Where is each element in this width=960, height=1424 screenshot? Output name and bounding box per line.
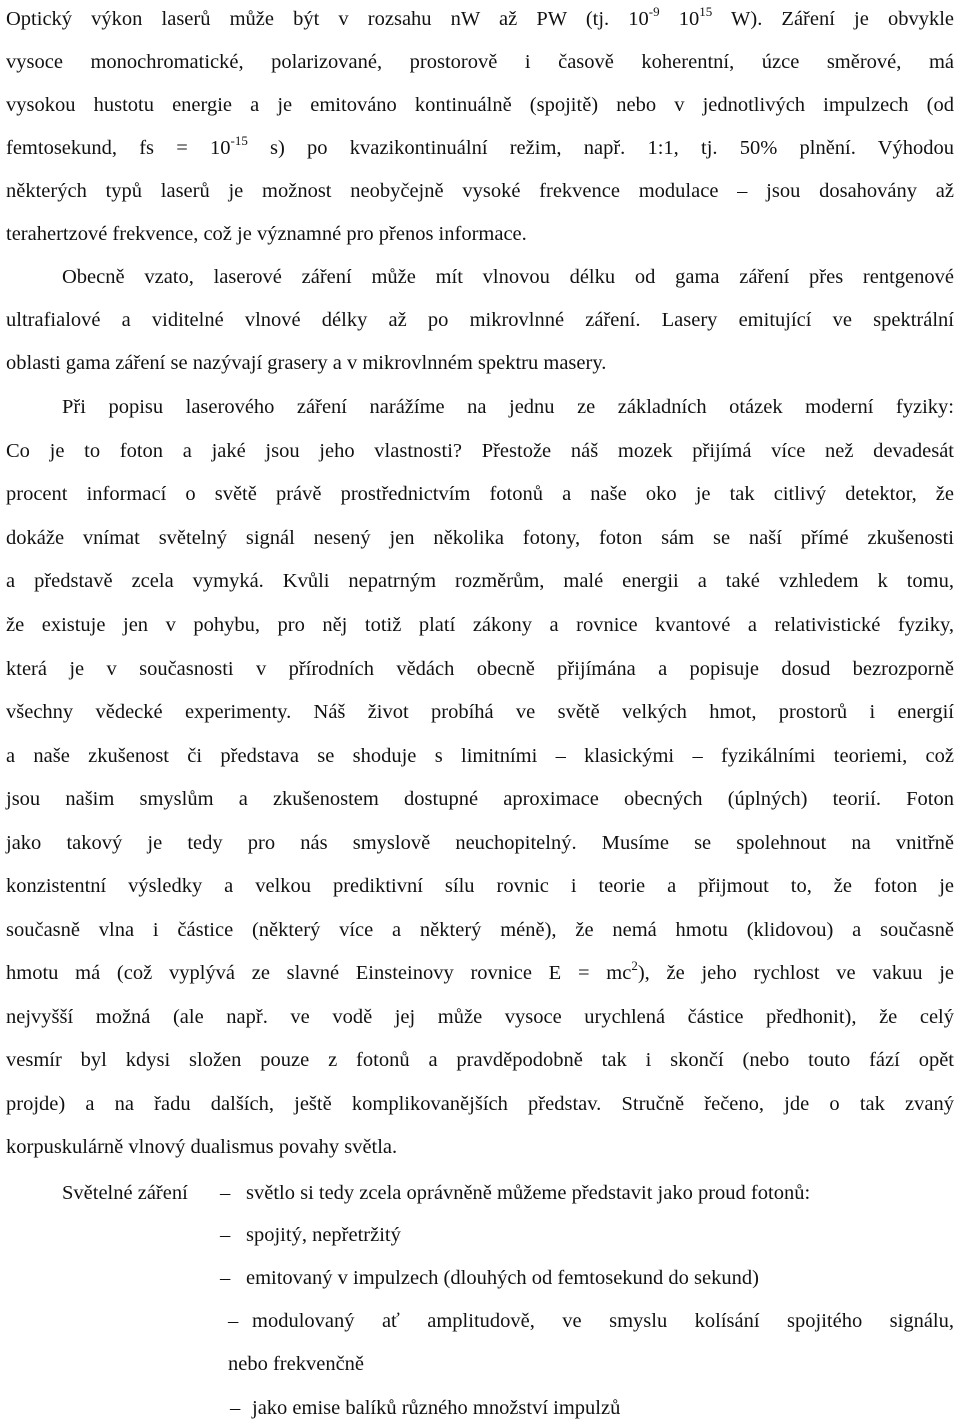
list-dash: – <box>220 1267 231 1289</box>
list-dash: – <box>230 1397 241 1419</box>
text-line: současně vlna i částice (některý více a některý méně), že nemá hmotu (klidovou) a současně <box>6 919 954 941</box>
text-line: a naše zkušenost či představa se shoduje s limitními – klasickými – fyzikálními teoriemi, což <box>6 745 954 767</box>
text-line: projde) a na řadu dalších, ještě komplikovanějších představ. Stručně řečeno, jde o tak zvaný <box>6 1093 954 1115</box>
text-line: vesmír byl kdysi složen pouze z fotonů a pravděpodobně tak i skončí (nebo touto fází opět <box>6 1049 954 1071</box>
text-line: a představě zcela vymyká. Kvůli nepatrným rozměrům, malé energii a také vzhledem k tomu, <box>6 570 954 592</box>
text-line: oblasti gama záření se nazývají grasery a v mikrovlnném spektru masery. <box>6 352 607 374</box>
list-item-continuation: nebo frekvenčně <box>228 1353 365 1375</box>
list-dash: – <box>228 1310 239 1332</box>
list-item: jako emise balíků různého množství impulzů <box>252 1397 621 1419</box>
list-dash: – <box>220 1224 231 1246</box>
text-line: procent informací o světě právě prostřednictvím fotonů a naše oko je tak citlivý detektor, že <box>6 483 954 505</box>
text-line: jako takový je tedy pro nás smyslově neuchopitelný. Musíme se spolehnout na vnitřně <box>6 832 954 854</box>
text-line: všechny vědecké experimenty. Náš život probíhá ve světě velkých hmot, prostorů i energií <box>6 701 954 723</box>
text-line: konzistentní výsledky a velkou prediktivní sílu rovnic i teorie a přijmout to, že foton je <box>6 875 954 897</box>
list-item: spojitý, nepřetržitý <box>246 1224 401 1246</box>
text-line: ultrafialové a viditelné vlnové délky až po mikrovlnné záření. Lasery emitující ve spektrální <box>6 309 954 331</box>
text-line: některých typů laserů je možnost neobyčejně vysoké frekvence modulace – jsou dosahovány až <box>6 180 954 202</box>
text-line: nejvyšší možná (ale např. ve vodě jej může vysoce urychlená částice předhonit), že celý <box>6 1006 954 1028</box>
text-line: dokáže vnímat světelný signál nesený jen několika fotony, foton sám se naší přímé zkušenosti <box>6 527 954 549</box>
text-line: vysoce monochromatické, polarizované, prostorově i časově koherentní, úzce směrové, má <box>6 51 954 73</box>
text-line: vysokou hustotu energie a je emitováno kontinuálně (spojitě) nebo v jednotlivých impulzech (od <box>6 94 954 116</box>
text-line: femtosekund, fs = $10^{-15}$ s) po kvazikontinuální režim, např. 1:1, tj. 50% plnění. Výhodou <box>6 133 954 159</box>
list-dash: – <box>220 1182 231 1204</box>
text-line: Optický výkon laserů může být v rozsahu nW až PW (tj. $10^{-9}$ $10^{15}$ W). Záření je obvykle <box>6 4 955 30</box>
text-line: která je v současnosti v přírodních vědách obecně přijímána a popisuje dosud bezrozporně <box>6 658 954 680</box>
text-line: korpuskulárně vlnový dualismus povahy světla. <box>6 1136 398 1158</box>
list-item: modulovaný ať amplitudově, ve smyslu kolísání spojitého signálu, <box>252 1310 954 1332</box>
list-item: emitovaný v impulzech (dlouhých od femtosekund do sekund) <box>246 1267 759 1289</box>
text-line: terahertzové frekvence, což je významné pro přenos informace. <box>6 223 527 245</box>
text-line: jsou našim smyslům a zkušenostem dostupné aproximace obecných (úplných) teorií. Foton <box>6 788 954 810</box>
text-line: Obecně vzato, laserové záření může mít vlnovou délku od gama záření přes rentgenové <box>62 266 954 288</box>
text-line: Při popisu laserového záření narážíme na jednu ze základních otázek moderní fyziky: <box>62 396 954 418</box>
list-term: Světelné záření <box>62 1182 188 1204</box>
list-intro: světlo si tedy zcela oprávněně můžeme představit jako proud fotonů: <box>246 1182 811 1204</box>
text-line: Co je to foton a jaké jsou jeho vlastnosti? Přestože náš mozek přijímá více než devadesát <box>6 440 954 462</box>
text-line: hmotu má (což vyplývá ze slavné Einsteinovy rovnice $E = mc^2$), že jeho rychlost ve vakuu je <box>6 958 955 984</box>
text-line: že existuje jen v pohybu, pro něj totiž platí zákony a rovnice kvantové a relativistické fyziky, <box>6 614 954 636</box>
